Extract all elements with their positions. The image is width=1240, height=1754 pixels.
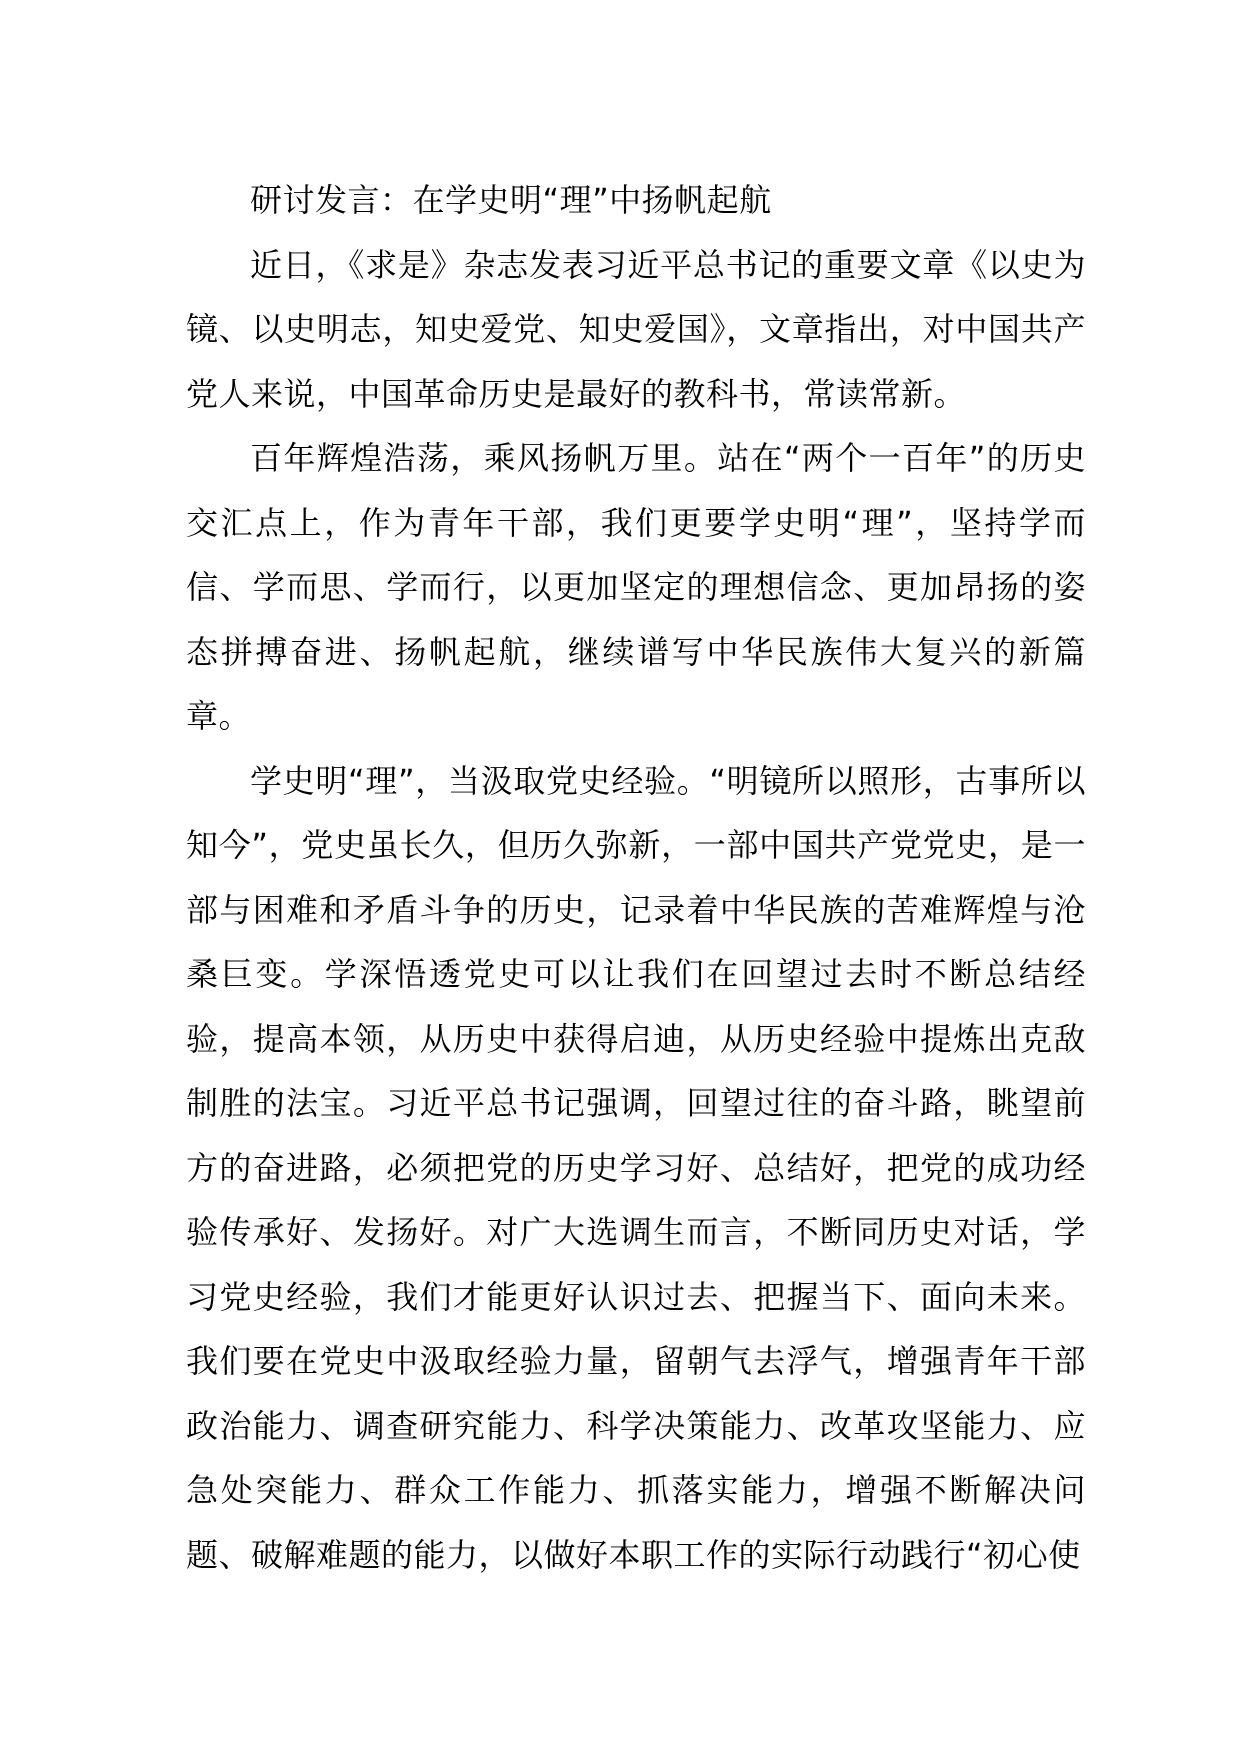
paragraph-3: 学史明“理”，当汲取党史经验。“明镜所以照形，古事所以知今”，党史虽长久，但历久弥新，一部中国共产党党史，是一部与困难和矛盾斗争的历史，记录着中华民族的苦难辉煌与沧桑巨变。学深悟透党史可以让我们在回望过去时不断总结经验，提高本领，从历史中获得启迪，从历史经验中提炼出克敌制胜的法宝。习近平总书记强调，回望过往的奋斗路，眺望前方的奋进路，必须把党的历史学习好、总结好，把党的成功经验传承好、发扬好。对广大选调生而言，不断同历史对话，学习党史经验，我们才能更好认识过去、把握当下、面向未来。我们要在党史中汲取经验力量，留朝气去浮气，增强青年干部政治能力、调查研究能力、科学决策能力、改革攻坚能力、应急处突能力、群众工作能力、抓落实能力，增强不断解决问题、破解难题的能力，以做好本职工作的实际行动践行“初心使 <box>186 761 1086 1574</box>
paragraph-2: 百年辉煌浩荡，乘风扬帆万里。站在“两个一百年”的历史交汇点上，作为青年干部，我们更要学史明“理”，坚持学而信、学而思、学而行，以更加坚定的理想信念、更加昂扬的姿态拼搏奋进、扬帆起航，继续谱写中华民族伟大复兴的新篇章。 <box>186 439 1086 735</box>
document-body <box>186 168 1086 1587</box>
document-title: 研讨发言：在学史明“理”中扬帆起航 <box>250 181 772 219</box>
paragraph-1: 近日，《求是》杂志发表习近平总书记的重要文章《以史为镜、以史明志，知史爱党、知史爱国》，文章指出，对中国共产党人来说，中国革命历史是最好的教科书，常读常新。 <box>186 245 1086 413</box>
